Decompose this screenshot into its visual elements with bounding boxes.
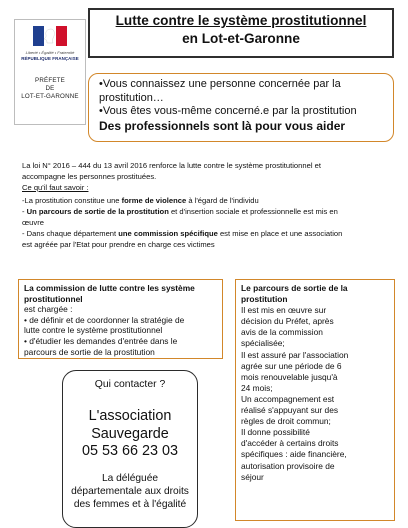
law-bullet-2-cont: œuvre	[22, 217, 44, 227]
law-text: accompagne les personnes prostituées.	[22, 171, 157, 181]
law-bullet-1: -La prostitution constitue une forme de violence à l'égard de l'individu	[22, 196, 259, 206]
parcours-line: réalisé s'appuyant sur des	[241, 405, 339, 416]
law-bullet-3: - Dans chaque département une commission spécifique est mise en place et une association	[22, 228, 343, 238]
marianne-icon	[39, 27, 59, 45]
commission-line: • d'étudier les demandes d'entrée dans le	[24, 335, 178, 346]
parcours-line: spécialisée;	[241, 338, 285, 349]
intro-line: •Vous connaissez une personne concernée par la	[99, 78, 341, 90]
commission-line: lutte contre le système prostitutionnel	[24, 325, 163, 336]
prefecture-line: LOT-ET-GARONNE	[21, 93, 79, 100]
title-line-2: en Lot-et-Garonne	[182, 31, 300, 46]
law-bullet-2: - Un parcours de sortie de la prostitution et d'insertion sociale et professionnelle est mis en	[22, 207, 338, 217]
parcours-title: Le parcours de sortie de la	[241, 283, 348, 293]
intro-box	[88, 73, 394, 142]
motto-text: Liberté • Égalité • Fraternité	[25, 50, 75, 55]
prefecture-line: DE	[45, 85, 55, 92]
title-line-1: Lutte contre le système prostitutionnel	[115, 13, 367, 28]
law-section	[22, 161, 394, 250]
intro-line: prostitution…	[99, 91, 164, 104]
parcours-line: Il est assuré par l'association	[241, 349, 349, 360]
republic-text: RÉPUBLIQUE FRANÇAISE	[21, 56, 79, 61]
contact-delegate: La déléguée départementale aux droits des femmes et à l'égalité	[71, 473, 189, 510]
parcours-line: d'accéder à certains droits	[241, 438, 339, 449]
page-title	[88, 8, 394, 58]
prefecture-name	[17, 77, 83, 101]
parcours-line: règles de droit commun;	[241, 416, 331, 427]
parcours-title-2: prostitution	[241, 294, 288, 305]
contact-association: L'association Sauvegarde	[88, 408, 172, 442]
parcours-line: décision du Préfet, après	[241, 316, 334, 327]
contact-phone[interactable]: 05 53 66 23 03	[81, 443, 179, 459]
law-text: La loi N° 2016 – 444 du 13 avril 2016 renforce la lutte contre le système prostitutionnel et	[22, 161, 321, 170]
parcours-line: 24 mois;	[241, 382, 273, 393]
law-bullet-3-cont: est agréée par l'Etat pour prendre en charge ces victimes	[22, 239, 215, 249]
contact-question: Qui contacter ?	[94, 379, 166, 390]
parcours-line: agrée sur une période de 6	[241, 360, 342, 371]
commission-title-2: prostitutionnel est chargée :	[24, 293, 83, 315]
parcours-line: spécifiques : aide financière,	[241, 449, 347, 460]
parcours-line: séjour	[241, 471, 264, 482]
parcours-line: Un accompagnement est	[241, 393, 335, 404]
intro-line: •Vous êtes vous-même concerné.e par la prostitution	[99, 105, 357, 117]
law-heading: Ce qu'il faut savoir :	[22, 182, 89, 192]
parcours-line: mois renouvelable jusqu'à	[241, 371, 338, 382]
intro-headline: Des professionnels sont là pour vous aider	[99, 118, 346, 133]
parcours-line: avis de la commission	[241, 327, 323, 338]
prefecture-logo	[14, 19, 86, 125]
commission-box	[18, 279, 223, 359]
parcours-line: autorisation provisoire de	[241, 460, 335, 471]
commission-line: • de définir et de coordonner la stratégie de	[24, 314, 185, 325]
commission-line: parcours de sortie de la prostitution	[24, 346, 155, 357]
prefecture-line: PRÉFETE	[35, 77, 65, 84]
commission-title: La commission de lutte contre les système	[24, 283, 195, 293]
parcours-line: Il est mis en œuvre sur	[241, 305, 327, 316]
parcours-box	[235, 279, 395, 521]
contact-box	[62, 370, 198, 528]
parcours-line: Il donne possibilité	[241, 427, 310, 438]
